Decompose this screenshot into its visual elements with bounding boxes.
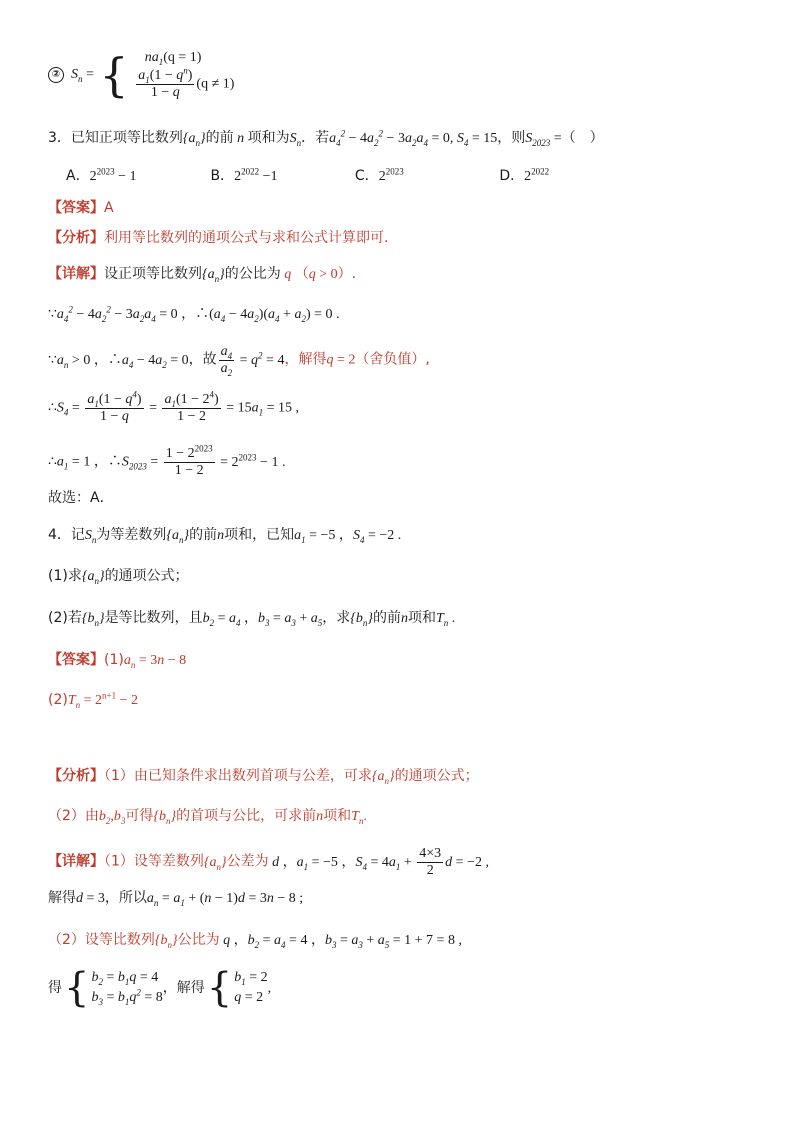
q3-step-4: $\therefore a_1 = 1$ ，$\therefore S_{2023}$ = $\frac{1 - 2^{2023}}{1 - 2}$ = $2^{2023} - 1$ . [48, 443, 286, 478]
sum-formula: ② $S_n$ = { $na_1(q = 1)$ $\frac{a_1(1 - q^n)}{1 - q}$ (q ≠ 1) [48, 48, 234, 101]
q3-answer: 【答案】A [48, 200, 114, 216]
option-c[interactable]: C．$2^{2023}$ [354, 166, 404, 184]
q4-detail-1: 【详解】（1）设等差数列$\{a_n\}$公差为 d ，$a_1 = -5$ ，$S_4 = 4a_1$ + $\frac{4\times 3}{2}$ d = −2 , [48, 846, 489, 878]
formula-cases: $na_1(q = 1)$ $\frac{a_1(1 - q^n)}{1 - q}$ (q ≠ 1) [134, 50, 235, 100]
q4-part-1: (1)求$\{a_n\}$的通项公式； [48, 568, 189, 586]
q3-step-3: $\therefore S_4$ = $\frac{a_1(1 - q^4)}{1 - q}$ = $\frac{a_1(1 - 2^4)}{1 - 2}$ = $15a_1 = 15$ , [48, 389, 300, 424]
q4-analysis-1: 【分析】（1）由已知条件求出数列首项与公差，可求$\{a_n\}$的通项公式； [48, 768, 479, 786]
option-a[interactable]: A．$2^{2023} - 1$ [66, 166, 137, 184]
q4-detail-2: （2）设等比数列$\{b_n\}$公比为 q ，$b_2 = a_4 = 4$ ，$b_3 = a_3 + a_5 = 1 + 7 = 8$ , [48, 932, 462, 950]
q4-solve-1: 解得d = 3，所以$a_n = a_1 + (n - 1)d = 3n - 8$ ; [48, 890, 304, 908]
q4-stem: 4．记$S_n$为等差数列$\{a_n\}$的前n项和，已知$a_1 = -5$ ，$S_4 = -2$ . [48, 527, 402, 545]
q3-analysis: 【分析】利用等比数列的通项公式与求和公式计算即可. [48, 230, 389, 246]
q4-answer-1: 【答案】$(1)a_n = 3n - 8$ [48, 652, 187, 670]
q3-step-1: $\because a_4^2 - 4a_2^2 - 3a_2a_4 = 0$ ，$\therefore(a_4 - 4a_2)(a_4 + a_2) = 0$ . [48, 304, 340, 324]
q4-analysis-2: （2）由$b_2,b_3$可得$\{b_n\}$的首项与公比，可求前n项和$T_n$. [48, 808, 367, 826]
q4-part-2: (2)若$\{b_n\}$是等比数列，且$b_2 = a_4$ ，$b_3 = a_3 + a_5$，求$\{b_n\}$的前n项和$T_n$ . [48, 610, 456, 628]
option-d[interactable]: D．$2^{2022}$ [499, 166, 550, 184]
option-b[interactable]: B．$2^{2022} -1$ [210, 166, 278, 184]
q3-step-2: $\because a_n > 0$ ，$\therefore a_4 - 4a_2 = 0$，故 $\frac{a_4}{a_2}$ = $q^2 = 4$，解得q = 2（舍负值）, [48, 344, 430, 378]
circled-two-marker: ② [48, 67, 64, 83]
q4-solve-2: 得{ $b_2 = b_1q = 4$ $b_3 = b_1q^2 = 8$ ，解得{ $b_1 = 2$ q = 2 , [48, 965, 272, 1011]
q4-answer-2: $(2)T_n = 2^{n+1} - 2$ [48, 690, 139, 710]
q3-options [66, 166, 639, 187]
q3-detail-intro: 【详解】设正项等比数列$\{a_n\}$的公比为 q （q > 0）. [48, 266, 357, 284]
left-brace: { [99, 47, 129, 102]
q3-stem: 3．已知正项等比数列$\{a_n\}$的前 n 项和为$S_n$．若$a_4^2 - 4a_2^2 - 3a_2a_4 = 0$, $S_4 = 15$，则$S_{2023}$ =（ ） [48, 128, 604, 148]
q3-choose: 故选：A． [48, 490, 114, 506]
